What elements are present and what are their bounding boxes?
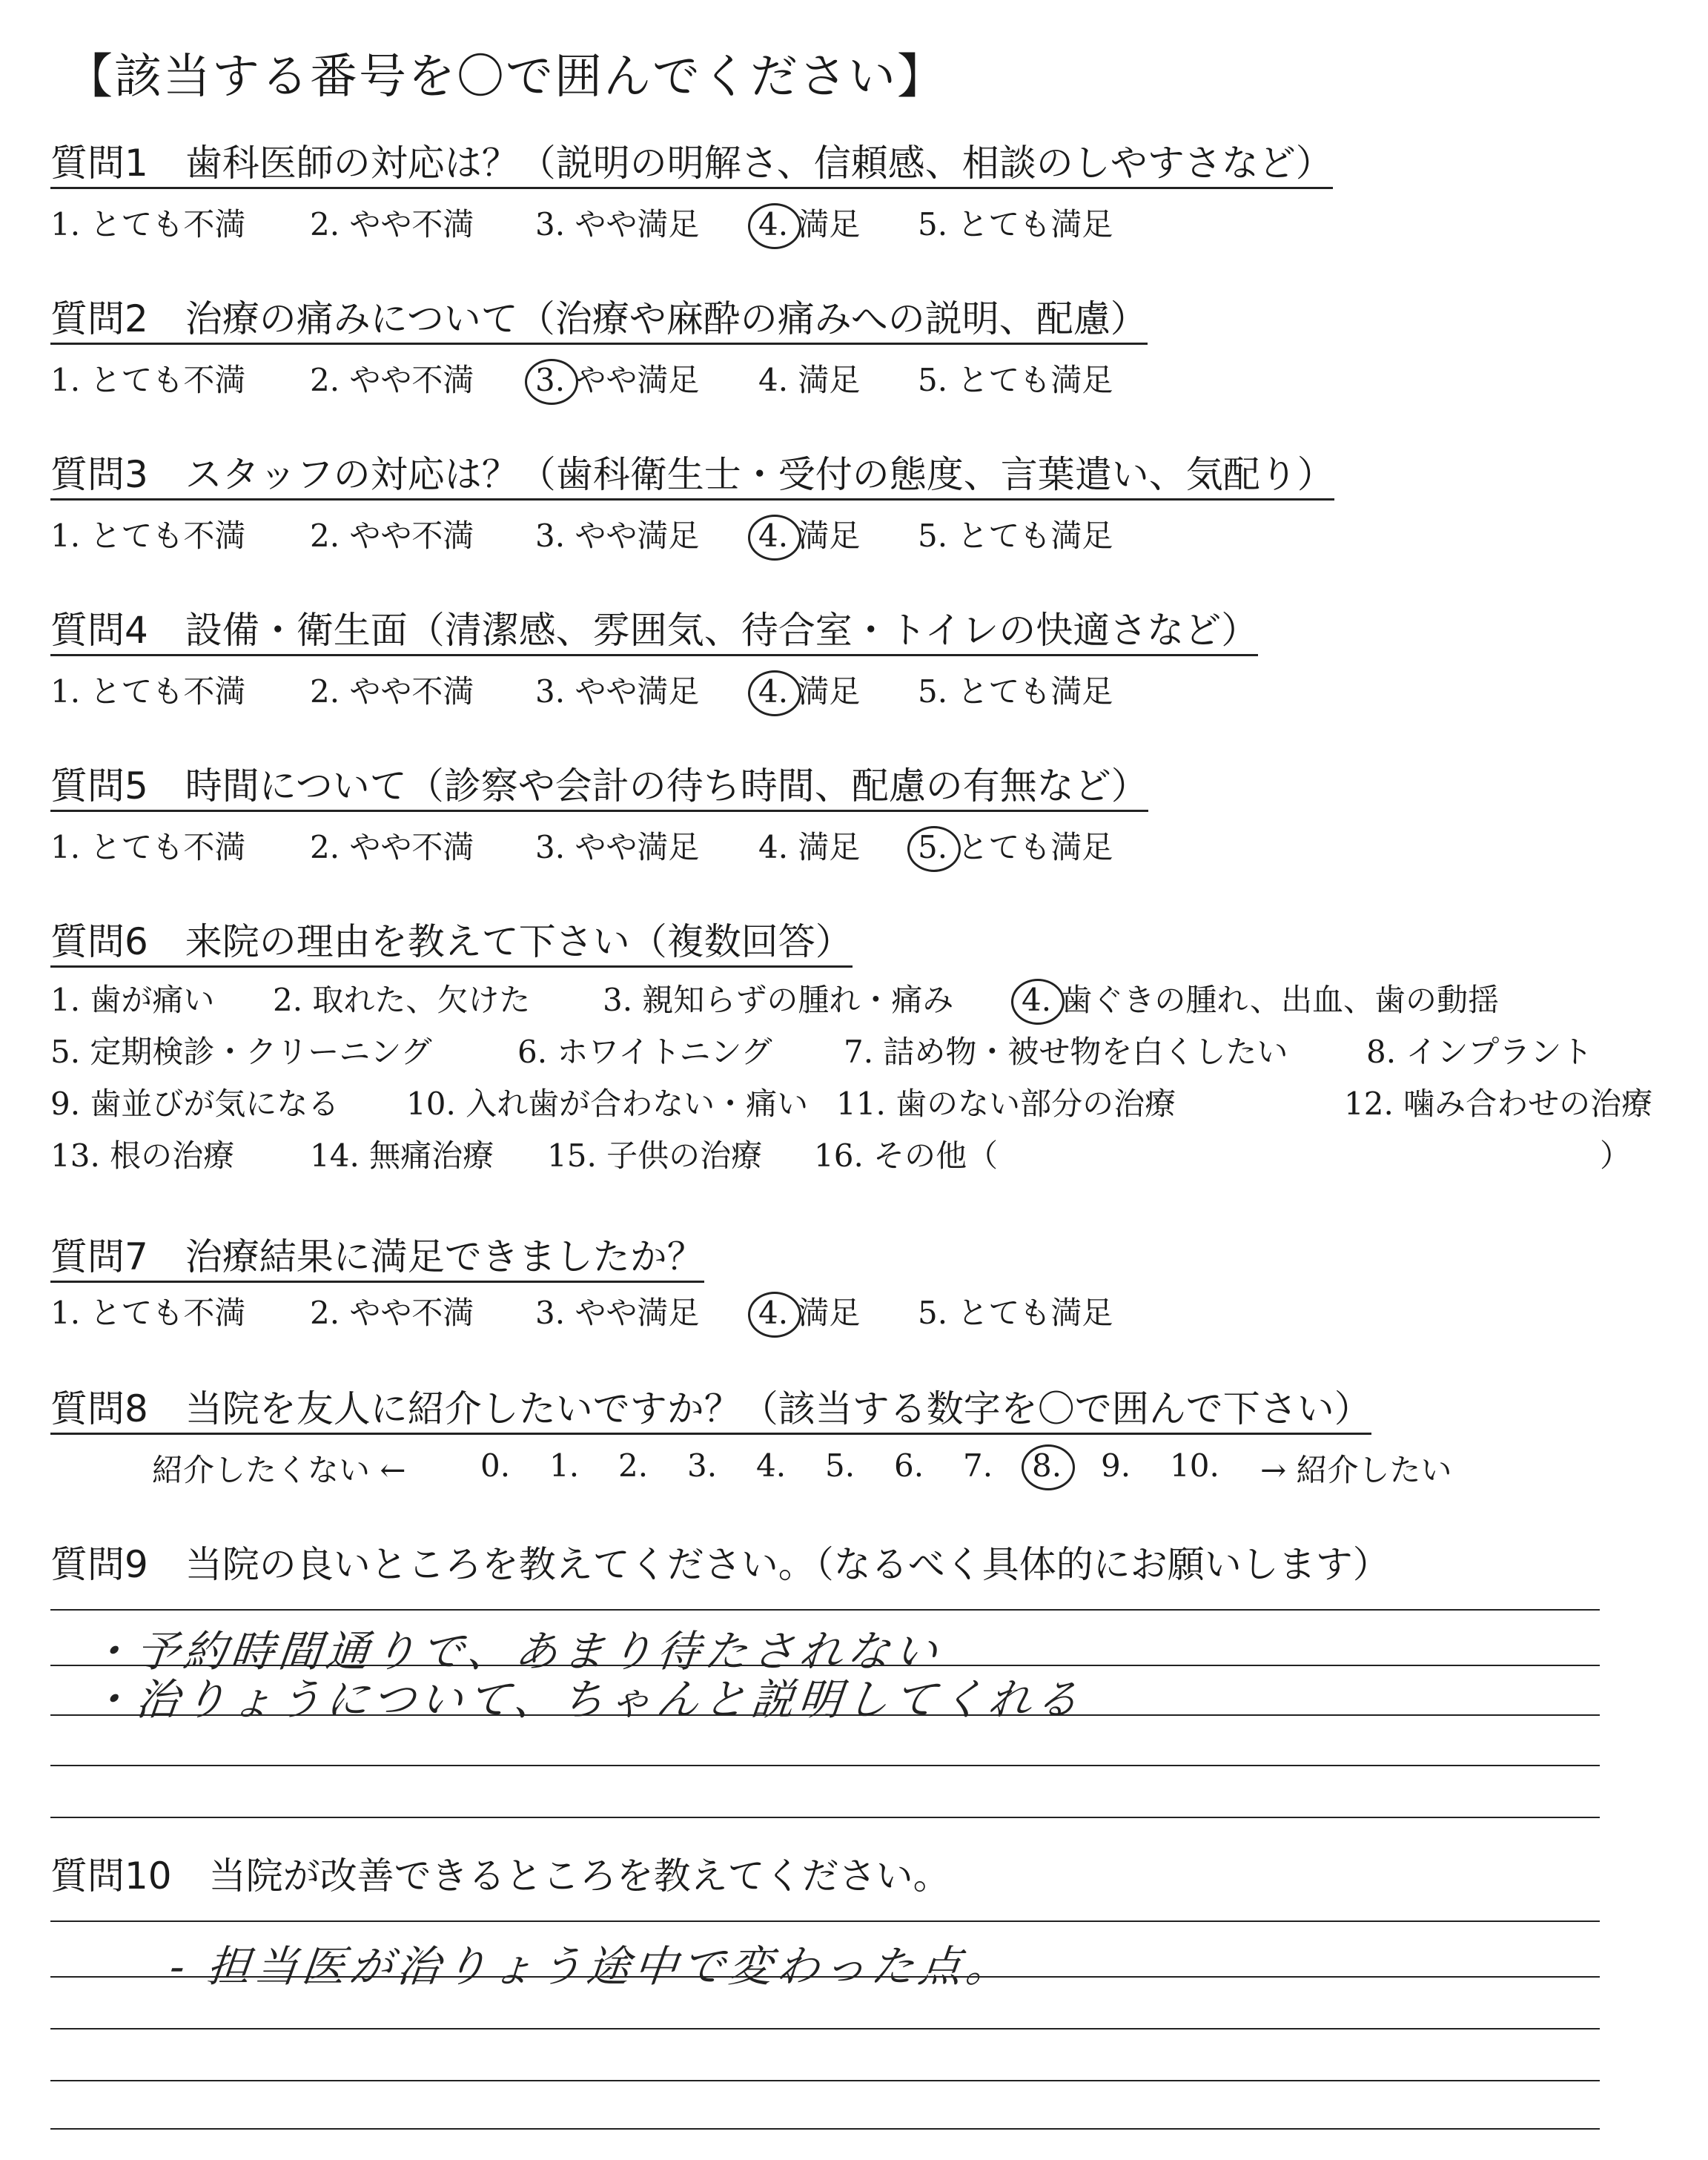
reason-option[interactable]: 6. ホワイトニング bbox=[517, 1034, 772, 1070]
rating-option-3[interactable]: 3. やや満足 bbox=[535, 360, 699, 400]
recommend-low-label: 紹介したくない ← bbox=[152, 1452, 406, 1488]
question-heading: 質問10 当院が改善できるところを教えてください。 bbox=[50, 1855, 950, 1898]
reason-option[interactable]: 5. 定期検診・クリーニング bbox=[50, 1034, 432, 1070]
recommend-option-5[interactable]: 5. bbox=[825, 1447, 855, 1484]
reason-option[interactable]: ） bbox=[1600, 1137, 1632, 1174]
rating-option-4[interactable]: 4. 満足 bbox=[758, 672, 860, 712]
reason-option[interactable]: 3. 親知らずの腫れ・痛み bbox=[603, 982, 954, 1018]
recommend-option-7[interactable]: 7. bbox=[963, 1447, 993, 1484]
rating-option-1[interactable]: 1. とても不満 bbox=[50, 829, 246, 865]
answer-line bbox=[50, 1609, 1600, 1611]
question-heading: 質問8 当院を友人に紹介したいですか？（該当する数字を〇で囲んで下さい） bbox=[50, 1387, 1371, 1435]
question-heading: 質問9 当院の良いところを教えてください。（なるべく具体的にお願いします） bbox=[50, 1543, 1390, 1586]
rating-option-4[interactable]: 4. 満足 bbox=[758, 829, 861, 865]
question-heading: 質問2 治療の痛みについて（治療や麻酔の痛みへの説明、配慮） bbox=[50, 297, 1148, 345]
recommend-option-0[interactable]: 0. bbox=[480, 1447, 511, 1484]
rating-option-3[interactable]: 3. やや満足 bbox=[535, 1295, 700, 1331]
answer-line bbox=[50, 1765, 1600, 1766]
recommend-option-2[interactable]: 2. bbox=[618, 1447, 649, 1484]
question-heading: 質問5 時間について（診察や会計の待ち時間、配慮の有無など） bbox=[50, 764, 1148, 812]
page-title: 【該当する番号を〇で囲んでください】 bbox=[65, 50, 946, 105]
reason-option[interactable]: 12. 噛み合わせの治療 bbox=[1344, 1086, 1653, 1122]
reason-option[interactable]: 2. 取れた、欠けた bbox=[273, 982, 531, 1018]
rating-option-2[interactable]: 2. やや不満 bbox=[310, 829, 474, 865]
rating-option-1[interactable]: 1. とても不満 bbox=[50, 673, 246, 710]
recommend-option-6[interactable]: 6. bbox=[894, 1447, 924, 1484]
rating-option-3[interactable]: 3. やや満足 bbox=[535, 829, 700, 865]
reason-option[interactable]: 14. 無痛治療 bbox=[310, 1137, 494, 1174]
recommend-option-10[interactable]: 10. bbox=[1170, 1447, 1219, 1484]
rating-option-4[interactable]: 4. 満足 bbox=[758, 516, 860, 556]
question-heading: 質問6 来院の理由を教えて下さい（複数回答） bbox=[50, 919, 853, 968]
rating-option-4[interactable]: 4. 満足 bbox=[758, 362, 861, 398]
answer-line bbox=[50, 1817, 1600, 1818]
reason-option[interactable]: 7. 詰め物・被せ物を白くしたい bbox=[844, 1034, 1288, 1070]
rating-option-2[interactable]: 2. やや不満 bbox=[310, 1295, 474, 1331]
reason-option[interactable]: 4. 歯ぐきの腫れ、出血、歯の動揺 bbox=[1022, 980, 1499, 1020]
recommend-option-1[interactable]: 1. bbox=[549, 1447, 580, 1484]
rating-option-2[interactable]: 2. やや不満 bbox=[310, 206, 474, 242]
question-heading: 質問4 設備・衛生面（清潔感、雰囲気、待合室・トイレの快適さなど） bbox=[50, 608, 1258, 656]
rating-option-2[interactable]: 2. やや不満 bbox=[310, 673, 474, 710]
answer-line bbox=[50, 2028, 1600, 2029]
reason-option[interactable]: 11. 歯のない部分の治療 bbox=[836, 1086, 1176, 1122]
reason-option[interactable]: 9. 歯並びが気になる bbox=[50, 1086, 340, 1122]
rating-option-5[interactable]: 5. とても満足 bbox=[918, 1295, 1113, 1331]
rating-option-3[interactable]: 3. やや満足 bbox=[535, 518, 700, 554]
rating-option-3[interactable]: 3. やや満足 bbox=[535, 206, 700, 242]
rating-option-5[interactable]: 5. とても満足 bbox=[918, 206, 1113, 242]
reason-option[interactable]: 13. 根の治療 bbox=[50, 1137, 235, 1174]
rating-option-5[interactable]: 5. とても満足 bbox=[918, 518, 1113, 554]
recommend-option-3[interactable]: 3. bbox=[687, 1447, 718, 1484]
rating-option-5[interactable]: 5. とても満足 bbox=[918, 362, 1113, 398]
question-heading: 質問1 歯科医師の対応は？（説明の明解さ、信頼感、相談のしやすさなど） bbox=[50, 141, 1333, 189]
rating-option-4[interactable]: 4. 満足 bbox=[758, 205, 860, 245]
answer-text[interactable]: - 担当医が治りょう途中で変わった点。 bbox=[167, 1941, 1016, 1992]
rating-option-5[interactable]: 5. とても満足 bbox=[918, 673, 1113, 710]
recommend-option-9[interactable]: 9. bbox=[1101, 1447, 1131, 1484]
rating-option-5[interactable]: 5. とても満足 bbox=[918, 828, 1113, 868]
rating-option-4[interactable]: 4. 満足 bbox=[758, 1293, 860, 1333]
answer-text[interactable]: ・治りょうについて、ちゃんと説明してくれる bbox=[85, 1674, 1086, 1725]
answer-line bbox=[50, 1976, 1600, 1978]
answer-line bbox=[50, 1920, 1600, 1922]
reason-option[interactable]: 15. 子供の治療 bbox=[547, 1137, 763, 1174]
reason-option[interactable]: 10. 入れ歯が合わない・痛い bbox=[406, 1086, 809, 1122]
answer-line bbox=[50, 1714, 1600, 1716]
answer-line bbox=[50, 2080, 1600, 2081]
reason-option[interactable]: 8. インプラント bbox=[1366, 1034, 1593, 1070]
recommend-option-4[interactable]: 4. bbox=[756, 1447, 787, 1484]
rating-option-3[interactable]: 3. やや満足 bbox=[535, 673, 700, 710]
recommend-high-label: → 紹介したい bbox=[1260, 1452, 1452, 1488]
rating-option-1[interactable]: 1. とても不満 bbox=[50, 206, 246, 242]
rating-option-2[interactable]: 2. やや不満 bbox=[310, 362, 474, 398]
question-heading: 質問7 治療結果に満足できましたか？ bbox=[50, 1235, 704, 1283]
recommend-option-8[interactable]: 8. bbox=[1032, 1446, 1062, 1486]
reason-option[interactable]: 1. 歯が痛い bbox=[50, 982, 215, 1018]
rating-option-1[interactable]: 1. とても不満 bbox=[50, 362, 246, 398]
question-heading: 質問3 スタッフの対応は？（歯科衛生士・受付の態度、言葉遣い、気配り） bbox=[50, 452, 1334, 501]
answer-line bbox=[50, 2128, 1600, 2130]
reason-option[interactable]: 16. その他（ bbox=[814, 1137, 999, 1174]
rating-option-2[interactable]: 2. やや不満 bbox=[310, 518, 474, 554]
rating-option-1[interactable]: 1. とても不満 bbox=[50, 1295, 246, 1331]
answer-text[interactable]: ・予約時間通りで、あまり待たされない bbox=[85, 1626, 944, 1677]
rating-option-1[interactable]: 1. とても不満 bbox=[50, 518, 246, 554]
